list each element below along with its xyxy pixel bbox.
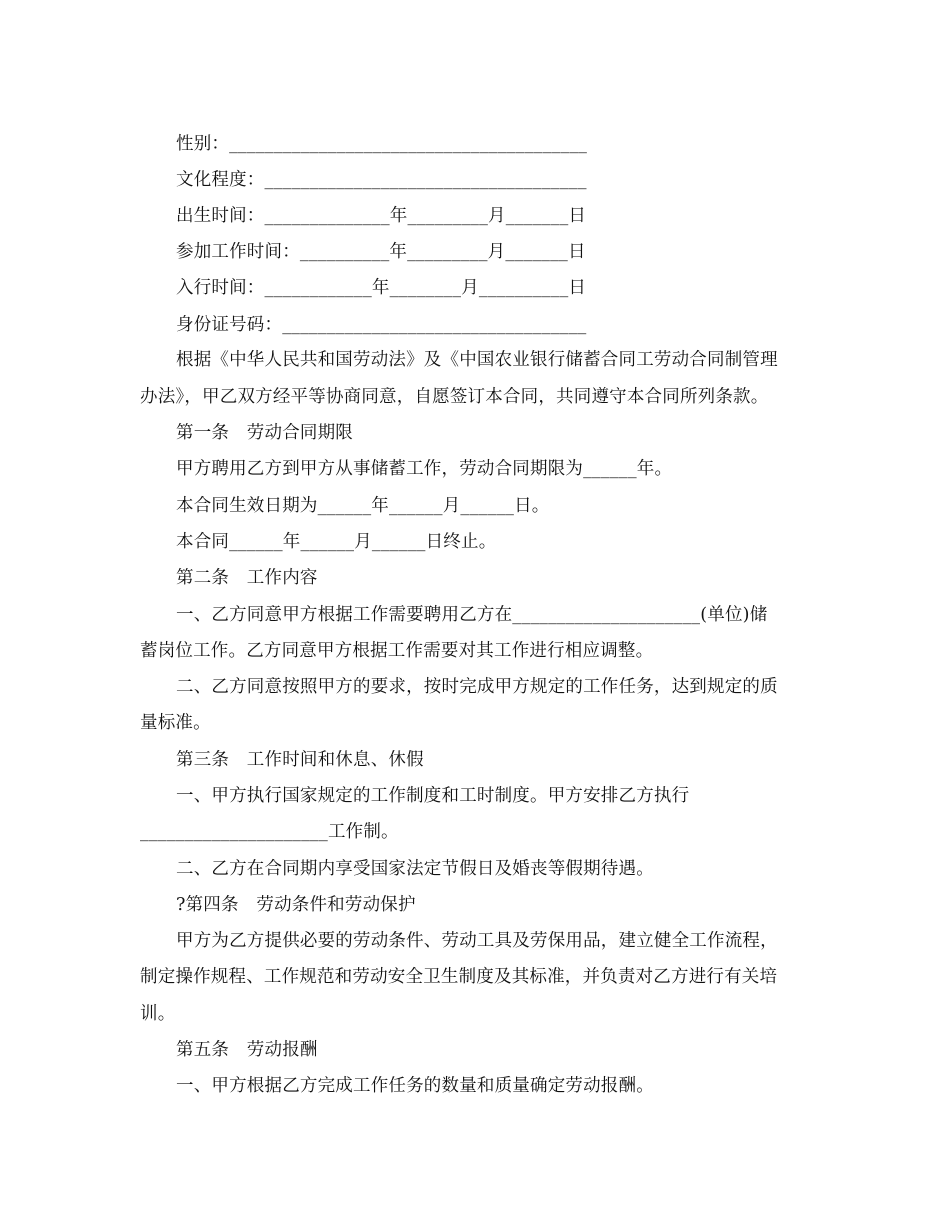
article-2-clause-2-line-2: 量标准。 xyxy=(140,713,211,733)
preamble-line-2: 办法》，甲乙双方经平等协商同意，自愿签订本合同，共同遵守本合同所列条款。 xyxy=(140,387,769,407)
article-4-body-line-2: 制定操作规程、工作规范和劳动安全卫生制度及其标准，并负责对乙方进行有关培 xyxy=(140,967,778,987)
article-3-clause-1-line-1: 一、甲方执行国家规定的工作制度和工时制度。甲方安排乙方执行 xyxy=(176,786,690,806)
article-3-clause-2: 二、乙方在合同期内享受国家法定节假日及婚丧等假期待遇。 xyxy=(176,859,654,879)
article-5-heading: 第五条 劳动报酬 xyxy=(176,1040,318,1060)
article-3-heading: 第三条 工作时间和休息、休假 xyxy=(176,750,424,770)
article-2-clause-1-line-2: 蓄岗位工作。乙方同意甲方根据工作需要对其工作进行相应调整。 xyxy=(140,641,654,661)
article-2-heading: 第二条 工作内容 xyxy=(176,568,318,588)
article-1-effective-date: 本合同生效日期为______年______月______日。 xyxy=(176,496,550,516)
article-4-body-line-1: 甲方为乙方提供必要的劳动条件、劳动工具及劳保用品，建立健全工作流程， xyxy=(176,931,778,951)
article-2-clause-2-line-1: 二、乙方同意按照甲方的要求，按时完成甲方规定的工作任务，达到规定的质 xyxy=(176,677,778,697)
article-4-heading: ?第四条 劳动条件和劳动保护 xyxy=(176,895,416,915)
field-bank-join-date: 入行时间：____________年________月__________日 xyxy=(176,278,587,298)
field-birth-date: 出生时间：______________年_________月_______日 xyxy=(176,206,587,226)
article-4-body-line-3: 训。 xyxy=(140,1004,176,1024)
field-id-number: 身份证号码：__________________________________ xyxy=(176,315,587,335)
article-2-clause-1-line-1: 一、乙方同意甲方根据工作需要聘用乙方在_____________________(单位)储 xyxy=(176,605,768,625)
article-1-heading: 第一条 劳动合同期限 xyxy=(176,423,353,443)
article-5-clause-1: 一、甲方根据乙方完成工作任务的数量和质量确定劳动报酬。 xyxy=(176,1076,654,1096)
preamble-line-1: 根据《中华人民共和国劳动法》及《中国农业银行储蓄合同工劳动合同制管理 xyxy=(176,350,778,370)
field-work-start-date: 参加工作时间：__________年_________月_______日 xyxy=(176,242,586,262)
article-3-clause-1-line-2: _____________________工作制。 xyxy=(140,822,399,842)
article-1-term: 甲方聘用乙方到甲方从事储蓄工作，劳动合同期限为______年。 xyxy=(176,459,673,479)
field-gender: 性别：________________________________________ xyxy=(176,134,588,154)
field-education: 文化程度：____________________________________ xyxy=(176,170,587,190)
article-1-end-date: 本合同______年______月______日终止。 xyxy=(176,532,497,552)
